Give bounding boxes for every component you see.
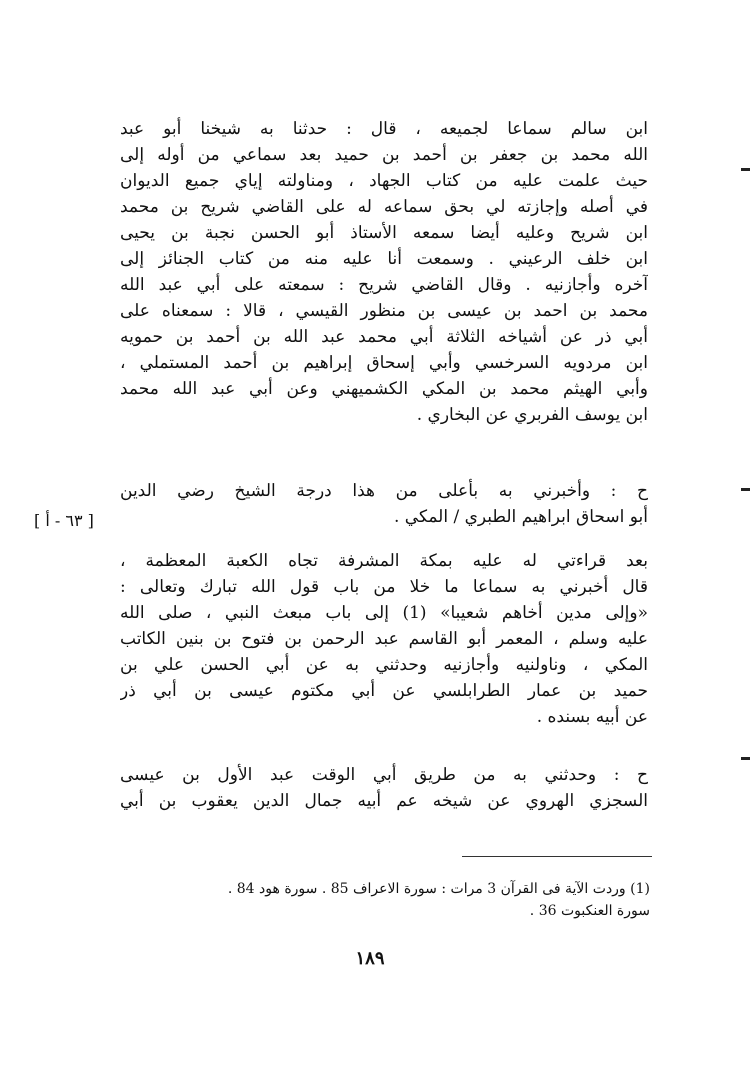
footnote-line: سورة العنكبوت 36 .	[529, 903, 650, 919]
footnote	[150, 878, 650, 922]
paragraph-isnad-chain	[120, 116, 648, 428]
text-line: عليه وسلم ، المعمر أبو القاسم عبد الرحمن بن فتوح بن بنين الكاتب	[120, 629, 648, 649]
text-line: أبو اسحاق ابراهيم الطبري / المكي .	[393, 507, 648, 527]
footnote-divider	[462, 856, 652, 857]
text-line: ابن خلف الرعيني . وسمعت أنا عليه منه من كتاب الجنائز إلى	[120, 249, 648, 269]
text-line: عن أبيه بسنده .	[536, 707, 648, 727]
paragraph-reading-in-mecca	[120, 548, 648, 730]
scan-edge-mark	[741, 488, 750, 491]
text-line: المكي ، وناولنيه وأجازنيه وحدثني به عن أبي الحسن علي بن	[120, 655, 648, 675]
text-line: الله محمد بن جعفر بن أحمد بن حميد بعد سماعي من أوله إلى	[120, 145, 648, 165]
folio-marker: [ ٦٣ - أ ]	[34, 511, 94, 530]
text-line: وأبي الهيثم محمد بن المكي الكشميهني وعن أبي عبد الله محمد	[120, 379, 648, 399]
scan-edge-mark	[741, 168, 750, 171]
text-line: ح : وأخبرني به بأعلى من هذا درجة الشيخ رضي الدين	[120, 481, 648, 501]
page-number: ١٨٩	[355, 948, 385, 969]
text-line: قال أخبرني به سماعا ما خلا من باب قول الله تبارك وتعالى :	[120, 577, 648, 597]
text-line: ابن مردويه السرخسي وأبي إسحاق إبراهيم بن أحمد المستملي ،	[120, 353, 648, 373]
text-line: «وإلى مدين أخاهم شعيبا» (1) إلى باب مبعث النبي ، صلى الله	[120, 603, 648, 623]
text-line: في أصله وإجازته لي بحق سماعه له على القاضي شريح بن محمد	[120, 197, 648, 217]
text-line: أبي ذر عن أشياخه الثلاثة أبي محمد عبد الله بن أحمد بن حمويه	[120, 327, 648, 347]
paragraph-ha-transmission	[120, 478, 648, 530]
text-line: ابن سالم سماعا لجميعه ، قال : حدثنا به شيخنا أبو عبد	[120, 119, 648, 139]
text-line: حميد بن عمار الطرابلسي عن أبي مكتوم عيسى بن أبي ذر	[120, 681, 648, 701]
text-line: محمد بن احمد بن عيسى بن منظور القيسي ، قالا : سمعناه على	[120, 301, 648, 321]
scan-edge-mark	[741, 757, 750, 760]
text-line: حيث علمت عليه من كتاب الجهاد ، ومناولته إياي جميع الديوان	[120, 171, 648, 191]
footnote-line: (1) وردت الآية فى القرآن 3 مرات : سورة الاعراف 85 . سورة هود 84 .	[227, 881, 650, 897]
text-line: السجزي الهروي عن شيخه عم أبيه جمال الدين يعقوب بن أبي	[120, 791, 648, 811]
text-line: بعد قراءتي له عليه بمكة المشرفة تجاه الكعبة المعظمة ،	[120, 551, 648, 571]
text-line: ح : وحدثني به من طريق أبي الوقت عبد الأول بن عيسى	[120, 765, 648, 785]
text-line: ابن يوسف الفربري عن البخاري .	[416, 405, 648, 425]
text-line: ابن شريح وعليه أيضا سمعه الأستاذ أبو الحسن نجبة بن يحيى	[120, 223, 648, 243]
text-line: آخره وأجازنيه . وقال القاضي شريح : سمعته على أبي عبد الله	[120, 275, 648, 295]
paragraph-abu-al-waqt	[120, 762, 648, 814]
